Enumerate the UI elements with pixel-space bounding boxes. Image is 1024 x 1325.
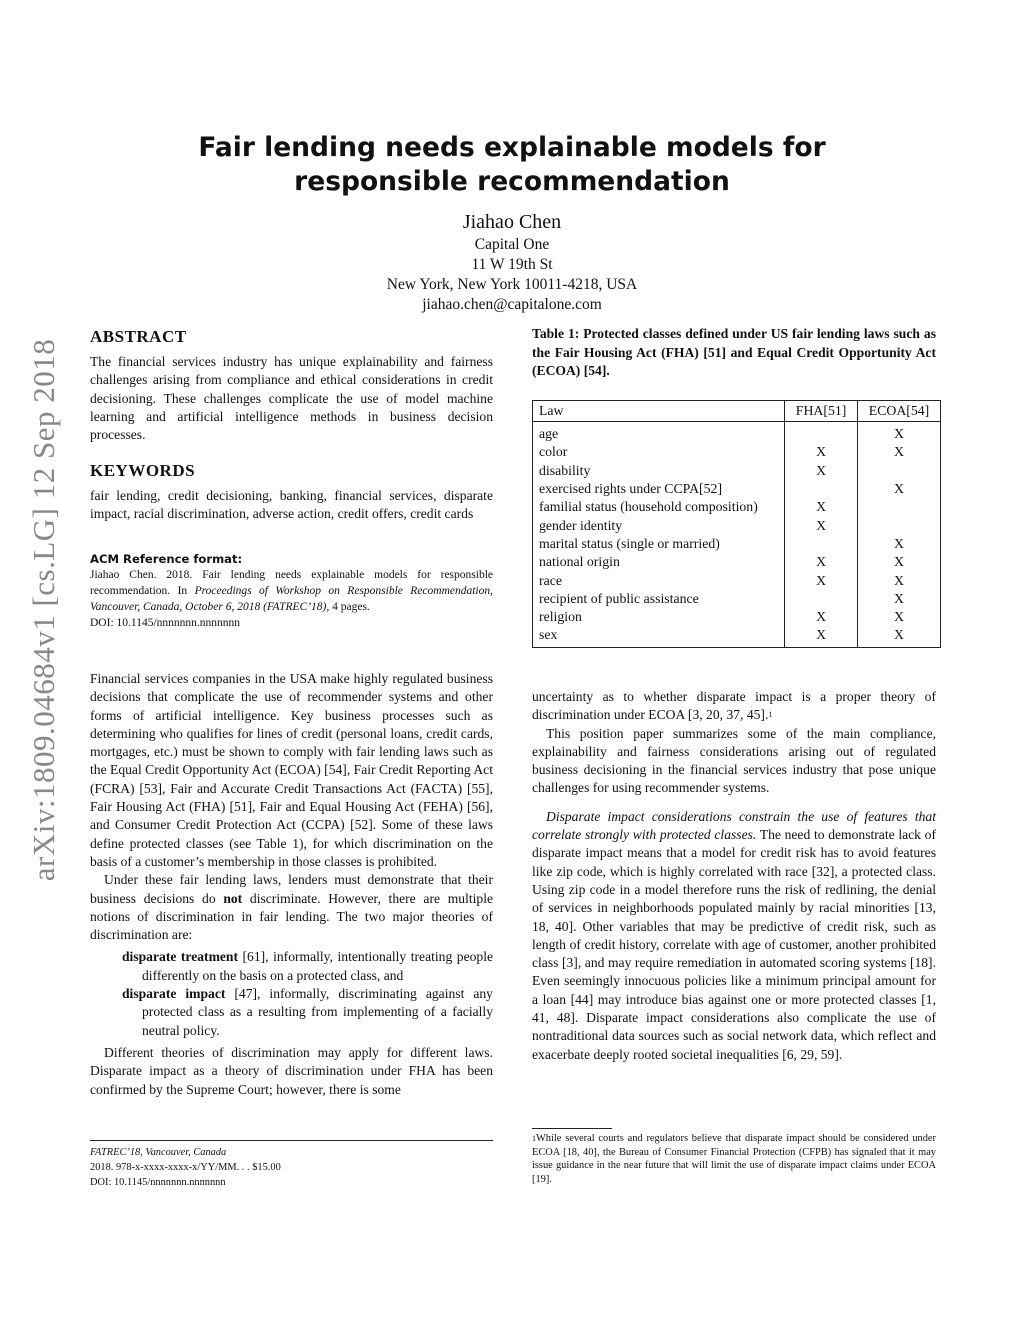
abstract-heading: ABSTRACT (90, 327, 187, 346)
ecoa-cell: X (858, 422, 941, 444)
abstract-section (90, 327, 493, 444)
ecoa-cell: X (858, 626, 941, 647)
ecoa-cell: X (858, 608, 941, 626)
table-header-row (533, 401, 941, 422)
fha-cell: X (785, 571, 858, 589)
table-row (533, 535, 941, 553)
footer-venue: FATREC’18, Vancouver, Canada (90, 1147, 227, 1158)
col-header-ecoa: ECOA[54] (858, 401, 941, 422)
discrimination-text-start: Under these fair lending laws, lenders must demonstrate that their business decisions do (90, 872, 493, 906)
fha-cell (785, 422, 858, 444)
fha-cell: X (785, 516, 858, 534)
keywords-text: fair lending, credit decisioning, banking, financial services, disparate impact, racial discrimination, adverse action, credit offers, credit cards (90, 488, 493, 522)
fha-cell (785, 480, 858, 498)
law-cell: race (533, 571, 785, 589)
table-row (533, 480, 941, 498)
discrimination-text-end: discriminate. However, there are multiple notions of discrimination in fair lending. The two major theories of discrimination are: (90, 890, 494, 943)
affiliation-company: Capital One (474, 236, 550, 253)
protected-classes-table (532, 400, 941, 648)
table-row (533, 553, 941, 571)
definition-text: [61], informally, intentionally treating people differently on the basis on a protected class, and (142, 949, 494, 983)
theories-paragraph: Different theories of discrimination may apply for different laws. Disparate impact as a theory of discrimination under FHA has been confirmed by the Supreme Court; however, there is some (90, 1044, 493, 1097)
keywords-section (90, 461, 493, 524)
fha-cell: X (785, 553, 858, 571)
author-name: Jiahao Chen (462, 211, 562, 233)
ecoa-cell: X (858, 553, 941, 571)
ecoa-cell: X (858, 571, 941, 589)
fha-cell: X (785, 626, 858, 647)
definition-disparate-treatment (122, 948, 493, 985)
definition-list (122, 948, 493, 1039)
footnote-divider (532, 1128, 612, 1129)
emphasis-not: not (223, 890, 243, 906)
law-cell: recipient of public assistance (533, 590, 785, 608)
fha-cell: X (785, 443, 858, 461)
table-caption-text: Table 1: Protected classes defined under US fair lending laws such as the Fair Housing Act (FHA) [51] and Equal Credit Opportunity Act (ECOA) [54]. (532, 326, 936, 378)
acm-reference-heading: ACM Reference format: (90, 552, 243, 566)
uncertainty-text: uncertainty as to whether disparate impact is a proper theory of discrimination under ECOA [3, 20, 37, 45]. (532, 689, 936, 723)
arxiv-stamp (14, 230, 74, 990)
footnote-body: While several courts and regulators believe that disparate impact should be considered under ECOA [18, 40], the Bureau of Consumer Financial Protection (CFPB) has signaled that it may issue guidance in the near future that will limit the use of disparate impact claims under ECOA [19]. (532, 1133, 936, 1185)
law-cell: color (533, 443, 785, 461)
paper-title: Fair lending needs explainable models for responsible recommendation (198, 132, 826, 197)
discrimination-paragraph (90, 871, 493, 944)
acm-reference-text (90, 567, 493, 615)
acm-reference-pages: 4 pages. (329, 601, 370, 613)
body-left-column (90, 670, 493, 1099)
footnote (532, 1132, 936, 1186)
table-row (533, 462, 941, 480)
fha-cell (785, 590, 858, 608)
law-cell: gender identity (533, 516, 785, 534)
acm-reference-doi: DOI: 10.1145/nnnnnnn.nnnnnnn (90, 617, 241, 629)
footer-divider (90, 1140, 493, 1141)
affiliation-street: 11 W 19th St (471, 256, 553, 273)
author-affiliation (300, 235, 724, 315)
keywords-heading: KEYWORDS (90, 461, 196, 480)
law-cell: age (533, 422, 785, 444)
table-row (533, 498, 941, 516)
law-cell: familial status (household composition) (533, 498, 785, 516)
law-cell: sex (533, 626, 785, 647)
ecoa-cell (858, 462, 941, 480)
fha-cell: X (785, 498, 858, 516)
body-right-column (532, 688, 936, 1064)
disparate-impact-text: The need to demonstrate lack of disparate impact means that a model for credit risk has to avoid features like zip code, which is highly correlated with race [32], a protected class. Using zip code in a model therefore runs the risk of redlining, the denial of services in neighborhoods populated mainly by racial minorities [13, 18, 40]. Other variables that may be predictive of credit risk, such as length of credit history, correlate with age of customer, another prohibited class [3], and may require remediation in automated scoring systems [18]. Even seemingly innocuous policies like a minimum principal amount for a loan [44] may introduce bias against one or more protected classes [1, 41, 48]. Disparate impact considerations also complicate the use of nontraditional data sources such as social network data, which reflect and exacerbate deeply rooted societal inequalities [6, 29, 59]. (532, 827, 936, 1062)
footnote-marker: 1 (768, 710, 773, 720)
fha-cell: X (785, 462, 858, 480)
law-cell: disability (533, 462, 785, 480)
table-row (533, 590, 941, 608)
table-caption (532, 325, 936, 381)
acm-reference-venue: Proceedings of Workshop on Responsible Recommendation, Vancouver, Canada, October 6, 2018 (FATREC’18), (90, 585, 493, 613)
footnote-number: 1 (532, 1134, 536, 1143)
table-row (533, 443, 941, 461)
col-header-fha: FHA[51] (785, 401, 858, 422)
table-row (533, 516, 941, 534)
term-disparate-impact: disparate impact (122, 986, 226, 1002)
acm-reference-section (90, 552, 493, 631)
arxiv-id: arXiv:1809.04684v1 [cs.LG] 12 Sep 2018 (26, 338, 61, 882)
definition-text: [47], informally, discriminating against any protected class as a resulting from implementing of a facially neutral policy. (142, 986, 493, 1038)
affiliation-email: jiahao.chen@capitalone.com (422, 296, 602, 313)
fha-cell (785, 535, 858, 553)
fha-cell: X (785, 608, 858, 626)
ecoa-cell: X (858, 443, 941, 461)
ecoa-cell: X (858, 590, 941, 608)
law-cell: exercised rights under CCPA[52] (533, 480, 785, 498)
footnote-text (532, 1132, 936, 1186)
law-cell: national origin (533, 553, 785, 571)
ecoa-cell: X (858, 535, 941, 553)
law-cell: marital status (single or married) (533, 535, 785, 553)
footer-doi: DOI: 10.1145/nnnnnnn.nnnnnnn (90, 1177, 226, 1188)
table-row (533, 422, 941, 444)
table-row (533, 626, 941, 647)
paragraph-lead-italic: Disparate impact considerations constrain the use of features that correlate strongly with protected classes. (532, 808, 936, 843)
definition-disparate-impact (122, 985, 493, 1040)
uncertainty-paragraph (532, 688, 936, 725)
term-disparate-treatment: disparate treatment (122, 949, 239, 965)
table-row (533, 571, 941, 589)
footer-left (90, 1145, 493, 1190)
ecoa-cell (858, 516, 941, 534)
affiliation-city: New York, New York 10011-4218, USA (386, 276, 638, 293)
acm-reference-citation: Jiahao Chen. 2018. Fair lending needs explainable models for responsible recommendation. In (90, 569, 493, 597)
summary-paragraph: This position paper summarizes some of the main compliance, explainability and fairness considerations arising out of regulated business decisioning in the financial services industry that pose unique challenges for using recommender systems. (532, 725, 936, 796)
ecoa-cell (858, 498, 941, 516)
footer-isbn: 2018. 978-x-xxxx-xxxx-x/YY/MM. . . $15.00 (90, 1162, 281, 1173)
disparate-impact-paragraph (532, 808, 936, 1064)
table-row (533, 608, 941, 626)
law-cell: religion (533, 608, 785, 626)
ecoa-cell: X (858, 480, 941, 498)
abstract-text: The financial services industry has unique explainability and fairness challenges arising from compliance and ethical considerations in credit decisioning. These challenges complicate the use of model machine learning and artificial intelligence methods in business decision processes. (90, 354, 493, 443)
intro-paragraph: Financial services companies in the USA make highly regulated business decisions that complicate the use of recommender systems and other forms of artificial intelligence. Key business processes such as determining who qualifies for lines of credit (personal loans, credit cards, mortgages, etc.) must be shown to comply with fair lending laws such as the Equal Credit Opportunity Act (ECOA) [54], Fair Credit Reporting Act (FCRA) [53], Fair and Accurate Credit Transactions Act (FACTA) [55], Fair Housing Act (FHA) [51], Fair and Equal Housing Act (FEHA) [56], and Consumer Credit Protection Act (CCPA) [52]. Some of these laws define protected classes (see Table 1), for which discrimination on the basis of a customer’s membership in those classes is prohibited. (90, 671, 493, 869)
col-header-law: Law (533, 401, 785, 422)
